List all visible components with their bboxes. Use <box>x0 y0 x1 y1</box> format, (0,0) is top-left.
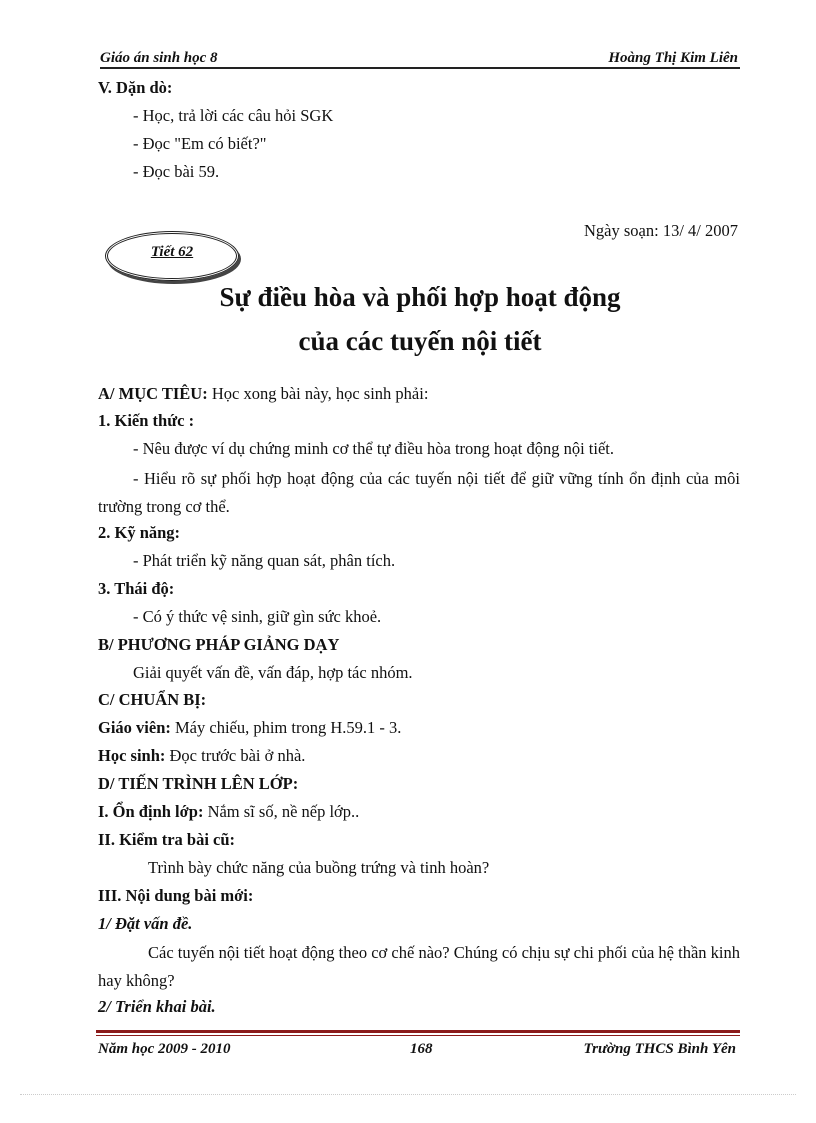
page-subtitle: của các tuyến nội tiết <box>298 326 542 356</box>
footer-left: Năm học 2009 - 2010 <box>98 1041 231 1057</box>
substep-2-label: 2/ Triển khai bài. <box>98 997 216 1016</box>
step-1-label: I. Ổn định lớp: <box>98 802 204 821</box>
header-right: Hoàng Thị Kim Liên <box>608 50 738 66</box>
header-left: Giáo án sinh học 8 <box>100 50 218 66</box>
substep-1-label: 1/ Đặt vấn đề. <box>98 914 193 933</box>
substep-1-text: Các tuyến nội tiết hoạt động theo cơ chế nào? Chúng có chịu sự chi phối của hệ thần kinh hay không? <box>98 943 740 990</box>
skills-item: - Phát triển kỹ năng quan sát, phân tích. <box>133 551 396 570</box>
list-item: - Đọc "Em có biết?" <box>133 134 267 153</box>
attitude-item: - Có ý thức vệ sinh, giữ gìn sức khoẻ. <box>133 607 382 626</box>
step-2-label: II. Kiểm tra bài cũ: <box>98 830 236 849</box>
student-line <box>98 746 305 766</box>
footer-rule-thin <box>96 1035 740 1036</box>
methods-text: Giải quyết vấn đề, vấn đáp, hợp tác nhóm. <box>133 663 413 682</box>
teacher-line <box>98 718 401 738</box>
procedure-heading: D/ TIẾN TRÌNH LÊN LỚP: <box>98 774 299 793</box>
preparation-heading: C/ CHUẨN BỊ: <box>98 690 207 709</box>
header-rule <box>100 67 740 69</box>
teacher-label: Giáo viên: <box>98 718 171 737</box>
section-v-heading: V. Dặn dò: <box>98 78 173 97</box>
objectives-heading: A/ MỤC TIÊU: <box>98 384 208 403</box>
page-edge-divider <box>20 1094 796 1095</box>
page-title: Sự điều hòa và phối hợp hoạt động <box>219 282 621 312</box>
knowledge-item: - Hiểu rõ sự phối hợp hoạt động của các tuyến nội tiết để giữ vững tính ổn định của môi trường trong cơ thể. <box>98 469 740 516</box>
student-text: Đọc trước bài ở nhà. <box>169 746 306 765</box>
page-number: 168 <box>410 1041 433 1057</box>
list-item: - Đọc bài 59. <box>133 162 220 181</box>
objectives-line <box>98 384 428 404</box>
attitude-heading: 3. Thái độ: <box>98 579 175 598</box>
footer-right: Trường THCS Bình Yên <box>583 1041 736 1057</box>
list-item: - Học, trả lời các câu hỏi SGK <box>133 106 334 125</box>
step-2-text: Trình bày chức năng của buồng trứng và tinh hoàn? <box>148 858 490 877</box>
teacher-text: Máy chiếu, phim trong H.59.1 - 3. <box>175 718 402 737</box>
step-1-text: Nắm sĩ số, nề nếp lớp.. <box>207 802 360 821</box>
student-label: Học sinh: <box>98 746 166 765</box>
knowledge-item: - Nêu được ví dụ chứng minh cơ thể tự điều hòa trong hoạt động nội tiết. <box>133 439 614 458</box>
footer-rule <box>96 1030 740 1033</box>
skills-heading: 2. Kỹ năng: <box>98 523 181 542</box>
step-3-label: III. Nội dung bài mới: <box>98 886 254 905</box>
lesson-badge <box>105 231 239 281</box>
knowledge-heading: 1. Kiến thức : <box>98 411 195 430</box>
lesson-badge-label: Tiết 62 <box>150 244 194 260</box>
objectives-intro: Học xong bài này, học sinh phải: <box>211 384 429 403</box>
date-line: Ngày soạn: 13/ 4/ 2007 <box>584 221 738 240</box>
methods-heading: B/ PHƯƠNG PHÁP GIẢNG DẠY <box>98 635 340 654</box>
step-1-line <box>98 802 359 822</box>
